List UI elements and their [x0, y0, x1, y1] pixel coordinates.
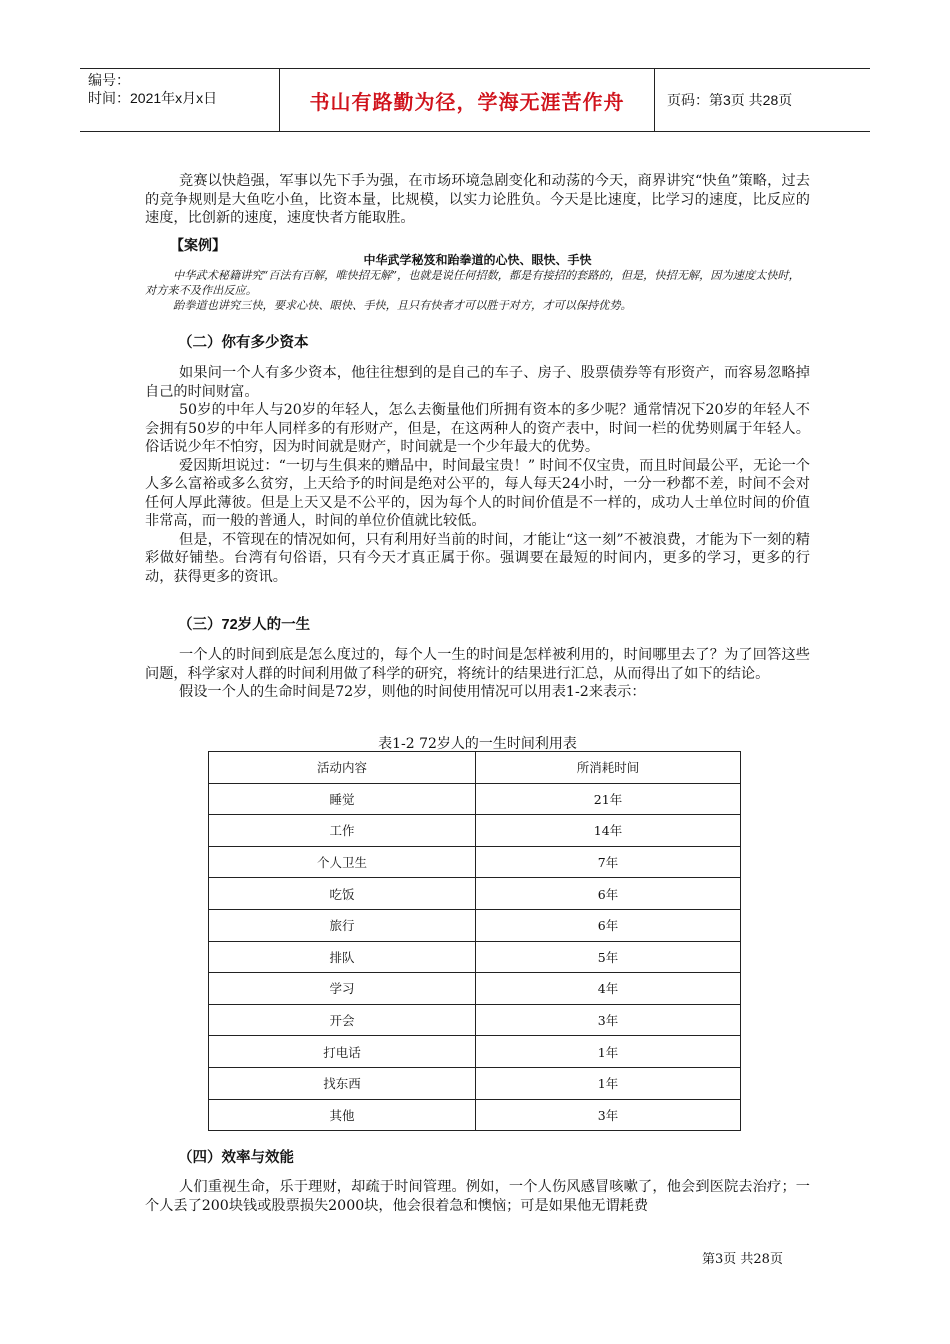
section4-heading: （四）效率与效能 — [178, 1150, 294, 1166]
case-text — [145, 268, 810, 313]
table-cell-activity: 睡觉 — [209, 783, 476, 815]
table-cell-activity: 其他 — [209, 1099, 476, 1131]
intro-block — [145, 172, 810, 228]
page-footer: 第3页 共28页 — [702, 1252, 783, 1267]
table-row — [209, 783, 741, 815]
table-header-row — [209, 752, 741, 784]
table-header-cell: 活动内容 — [209, 752, 476, 784]
paragraph: 人们重视生命，乐于理财，却疏于时间管理。例如，一个人伤风感冒咳嗽了，他会到医院去治疗；一个人丢了200块钱或股票损失2000块，他会很着急和懊恼；可是如果他无谓耗费 — [145, 1179, 810, 1214]
table-cell-duration: 7年 — [476, 846, 741, 878]
table-row — [209, 878, 741, 910]
case-line: 跆拳道也讲究三快，要求心快、眼快、手快，且只有快者才可以胜于对方，才可以保持优势。 — [173, 299, 632, 312]
table-cell-activity: 旅行 — [209, 909, 476, 941]
section2-heading: （二）你有多少资本 — [178, 335, 309, 351]
table-header-cell: 所消耗时间 — [476, 752, 741, 784]
table-cell-activity: 找东西 — [209, 1067, 476, 1099]
table-cell-duration: 4年 — [476, 973, 741, 1005]
table-cell-activity: 吃饭 — [209, 878, 476, 910]
table-cell-activity: 学习 — [209, 973, 476, 1005]
table-cell-duration: 6年 — [476, 909, 741, 941]
table-cell-activity: 个人卫生 — [209, 846, 476, 878]
table-cell-duration: 3年 — [476, 1099, 741, 1131]
table-cell-activity: 开会 — [209, 1004, 476, 1036]
case-line: 中华武术秘籍讲究“百法有百解，唯快招无解”，也就是说任何招数，都是有接招的套路的，但是，快招无解，因为速度太快时，对方来不及作出反应。 — [145, 269, 800, 297]
header-page-info: 页码：第3页 共28页 — [667, 92, 793, 108]
section3-heading: （三）72岁人的一生 — [178, 617, 311, 633]
table-row — [209, 846, 741, 878]
paragraph: 爱因斯坦说过：“一切与生俱来的赠品中，时间最宝贵！” 时间不仅宝贵，而且时间最公平，无论一个人多么富裕或多么贫穷，上天给予的时间是绝对公平的，每人每天24小时，一分一秒都不差，时间不会对任何人厚此薄彼。但是上天又是不公平的，因为每个人的时间价值是不一样的，成功人士单位时间的价值非常高，而一般的普通人，时间的单位价值就比较低。 — [145, 457, 810, 529]
section3-body — [145, 646, 810, 702]
table-cell-duration: 1年 — [476, 1067, 741, 1099]
section4-body — [145, 1178, 810, 1215]
table-caption: 表1-2 72岁人的一生时间利用表 — [378, 736, 577, 752]
case-title: 中华武学秘笈和跆拳道的心快、眼快、手快 — [363, 253, 592, 267]
table-row — [209, 1004, 741, 1036]
table-cell-duration: 1年 — [476, 1036, 741, 1068]
paragraph: 50岁的中年人与20岁的年轻人，怎么去衡量他们所拥有资本的多少呢？通常情况下20岁的年轻人不会拥有50岁的中年人同样多的有形财产，但是，在这两种人的资产表中，时间一栏的优势则属于年轻人。俗话说少年不怕穷，因为时间就是财产，时间就是一个少年最大的优势。 — [145, 402, 810, 455]
case-label: 【案例】 — [170, 237, 226, 253]
table-cell-duration: 14年 — [476, 815, 741, 847]
table-row — [209, 941, 741, 973]
header-code-label: 编号： — [88, 72, 130, 88]
paragraph: 如果问一个人有多少资本，他往往想到的是自己的车子、房子、股票债券等有形资产，而容易忽略掉自己的时间财富。 — [145, 365, 810, 400]
table-cell-activity: 工作 — [209, 815, 476, 847]
table-row — [209, 973, 741, 1005]
table-cell-duration: 5年 — [476, 941, 741, 973]
header-meta — [80, 69, 280, 131]
table-row — [209, 1067, 741, 1099]
table-cell-activity: 排队 — [209, 941, 476, 973]
paragraph: 但是，不管现在的情况如何，只有利用好当前的时间，才能让“这一刻”不被浪费，才能为下一刻的精彩做好铺垫。台湾有句俗语，只有今天才真正属于你。强调要在最短的时间内，更多的学习，更多的行动，获得更多的资讯。 — [145, 531, 810, 585]
page-header — [80, 68, 870, 132]
table-row — [209, 1099, 741, 1131]
table-cell-duration: 21年 — [476, 783, 741, 815]
table-cell-activity: 打电话 — [209, 1036, 476, 1068]
table-row — [209, 909, 741, 941]
paragraph: 假设一个人的生命时间是72岁，则他的时间使用情况可以用表1-2来表示： — [179, 684, 646, 700]
table-cell-duration: 6年 — [476, 878, 741, 910]
table-row — [209, 1036, 741, 1068]
header-time: 时间：2021年x月x日 — [88, 90, 218, 106]
section2-body — [145, 364, 810, 586]
intro-paragraph: 竞赛以快趋强，军事以先下手为强，在市场环境急剧变化和动荡的今天，商界讲究“快鱼”策略，过去的竞争规则是大鱼吃小鱼，比资本量，比规模，以实力论胜负。今天是比速度，比学习的速度，比反应的速度，比创新的速度，速度快者方能取胜。 — [145, 173, 810, 226]
time-usage-table — [208, 751, 741, 1131]
header-motto: 书山有路勤为径，学海无涯苦作舟 — [280, 69, 655, 131]
table-cell-duration: 3年 — [476, 1004, 741, 1036]
table-row — [209, 815, 741, 847]
paragraph: 一个人的时间到底是怎么度过的，每个人一生的时间是怎样被利用的，时间哪里去了？为了回答这些问题，科学家对人群的时间利用做了科学的研究，将统计的结果进行汇总，从而得出了如下的结论。 — [145, 647, 810, 682]
